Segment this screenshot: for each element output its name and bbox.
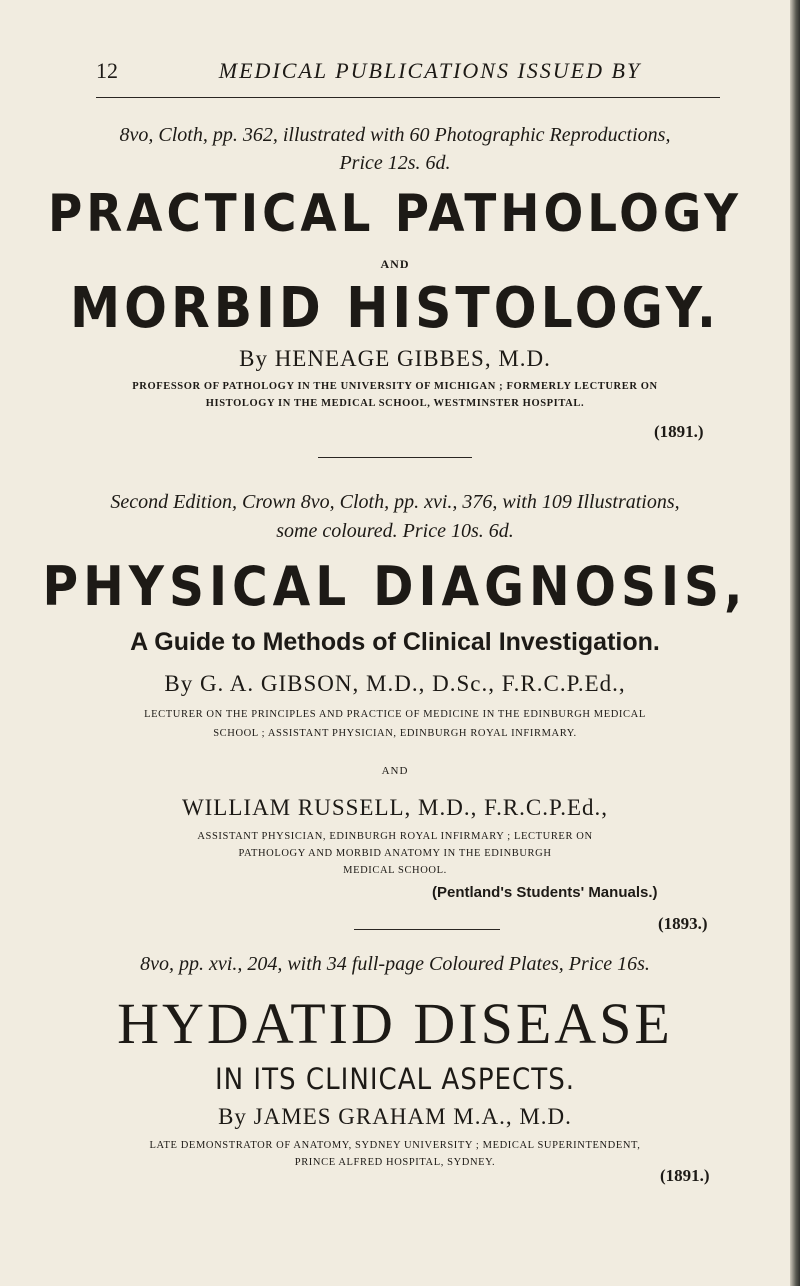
book2-author-2: WILLIAM RUSSELL, M.D., F.R.C.P.Ed.,: [181, 795, 609, 820]
book1-author-desc-2: HISTOLOGY IN THE MEDICAL SCHOOL, WESTMINSTER HOSPITAL.: [205, 398, 585, 409]
book2-author-1-desc-1: LECTURER ON THE PRINCIPLES AND PRACTICE OF MEDICINE IN THE EDINBURGH MEDICAL: [144, 709, 646, 720]
book2-series: (Pentland's Students' Manuals.): [432, 884, 658, 901]
book1-price: Price 12s. 6d.: [339, 152, 451, 174]
book1-and: AND: [380, 257, 410, 271]
book2-format-line-2: some coloured. Price 10s. 6d.: [276, 520, 514, 542]
page-number: 12: [96, 58, 118, 83]
book2-subtitle: A Guide to Methods of Clinical Investigation.: [130, 628, 660, 656]
book1-title-1: PRACTICAL PATHOLOGY: [47, 184, 743, 244]
book-spine-edge: [790, 0, 800, 1286]
book2-author-2-desc-2: PATHOLOGY AND MORBID ANATOMY IN THE EDINBURGH: [238, 848, 552, 859]
book3-year: (1891.): [660, 1166, 710, 1185]
book1-author: By HENEAGE GIBBES, M.D.: [239, 346, 551, 371]
running-title: MEDICAL PUBLICATIONS ISSUED BY: [218, 58, 642, 83]
book2-author-2-desc-3: MEDICAL SCHOOL.: [343, 865, 447, 876]
book2-author-2-desc-1: ASSISTANT PHYSICIAN, EDINBURGH ROYAL INFIRMARY ; LECTURER ON: [197, 831, 593, 842]
divider-rule-2: [354, 929, 500, 930]
book3-format-line: 8vo, pp. xvi., 204, with 34 full-page Coloured Plates, Price 16s.: [140, 953, 650, 975]
book1-author-desc-1: PROFESSOR OF PATHOLOGY IN THE UNIVERSITY OF MICHIGAN ; FORMERLY LECTURER ON: [132, 381, 658, 392]
book3-subtitle: IN ITS CLINICAL ASPECTS.: [214, 1062, 576, 1096]
book3-title: HYDATID DISEASE: [117, 991, 673, 1056]
book2-year: (1893.): [658, 914, 708, 933]
book2-author-1-desc-2: SCHOOL ; ASSISTANT PHYSICIAN, EDINBURGH ROYAL INFIRMARY.: [213, 728, 577, 739]
book2-author-1: By G. A. GIBSON, M.D., D.Sc., F.R.C.P.Ed.,: [164, 671, 626, 696]
book1-format-line: 8vo, Cloth, pp. 362, illustrated with 60 Photographic Reproductions,: [119, 124, 671, 146]
book2-title: PHYSICAL DIAGNOSIS,: [42, 555, 748, 618]
book2-and: AND: [381, 765, 409, 777]
book3-author-desc-2: PRINCE ALFRED HOSPITAL, SYDNEY.: [294, 1157, 496, 1168]
book3-author: By JAMES GRAHAM M.A., M.D.: [218, 1104, 572, 1129]
book2-format-line-1: Second Edition, Crown 8vo, Cloth, pp. xvi., 376, with 109 Illustrations,: [110, 491, 680, 513]
book3-author-desc-1: LATE DEMONSTRATOR OF ANATOMY, SYDNEY UNIVERSITY ; MEDICAL SUPERINTENDENT,: [149, 1140, 641, 1151]
book1-title-2: MORBID HISTOLOGY.: [69, 276, 720, 341]
divider-rule-1: [318, 457, 472, 458]
book1-year: (1891.): [654, 422, 704, 441]
header-rule: [96, 97, 720, 98]
